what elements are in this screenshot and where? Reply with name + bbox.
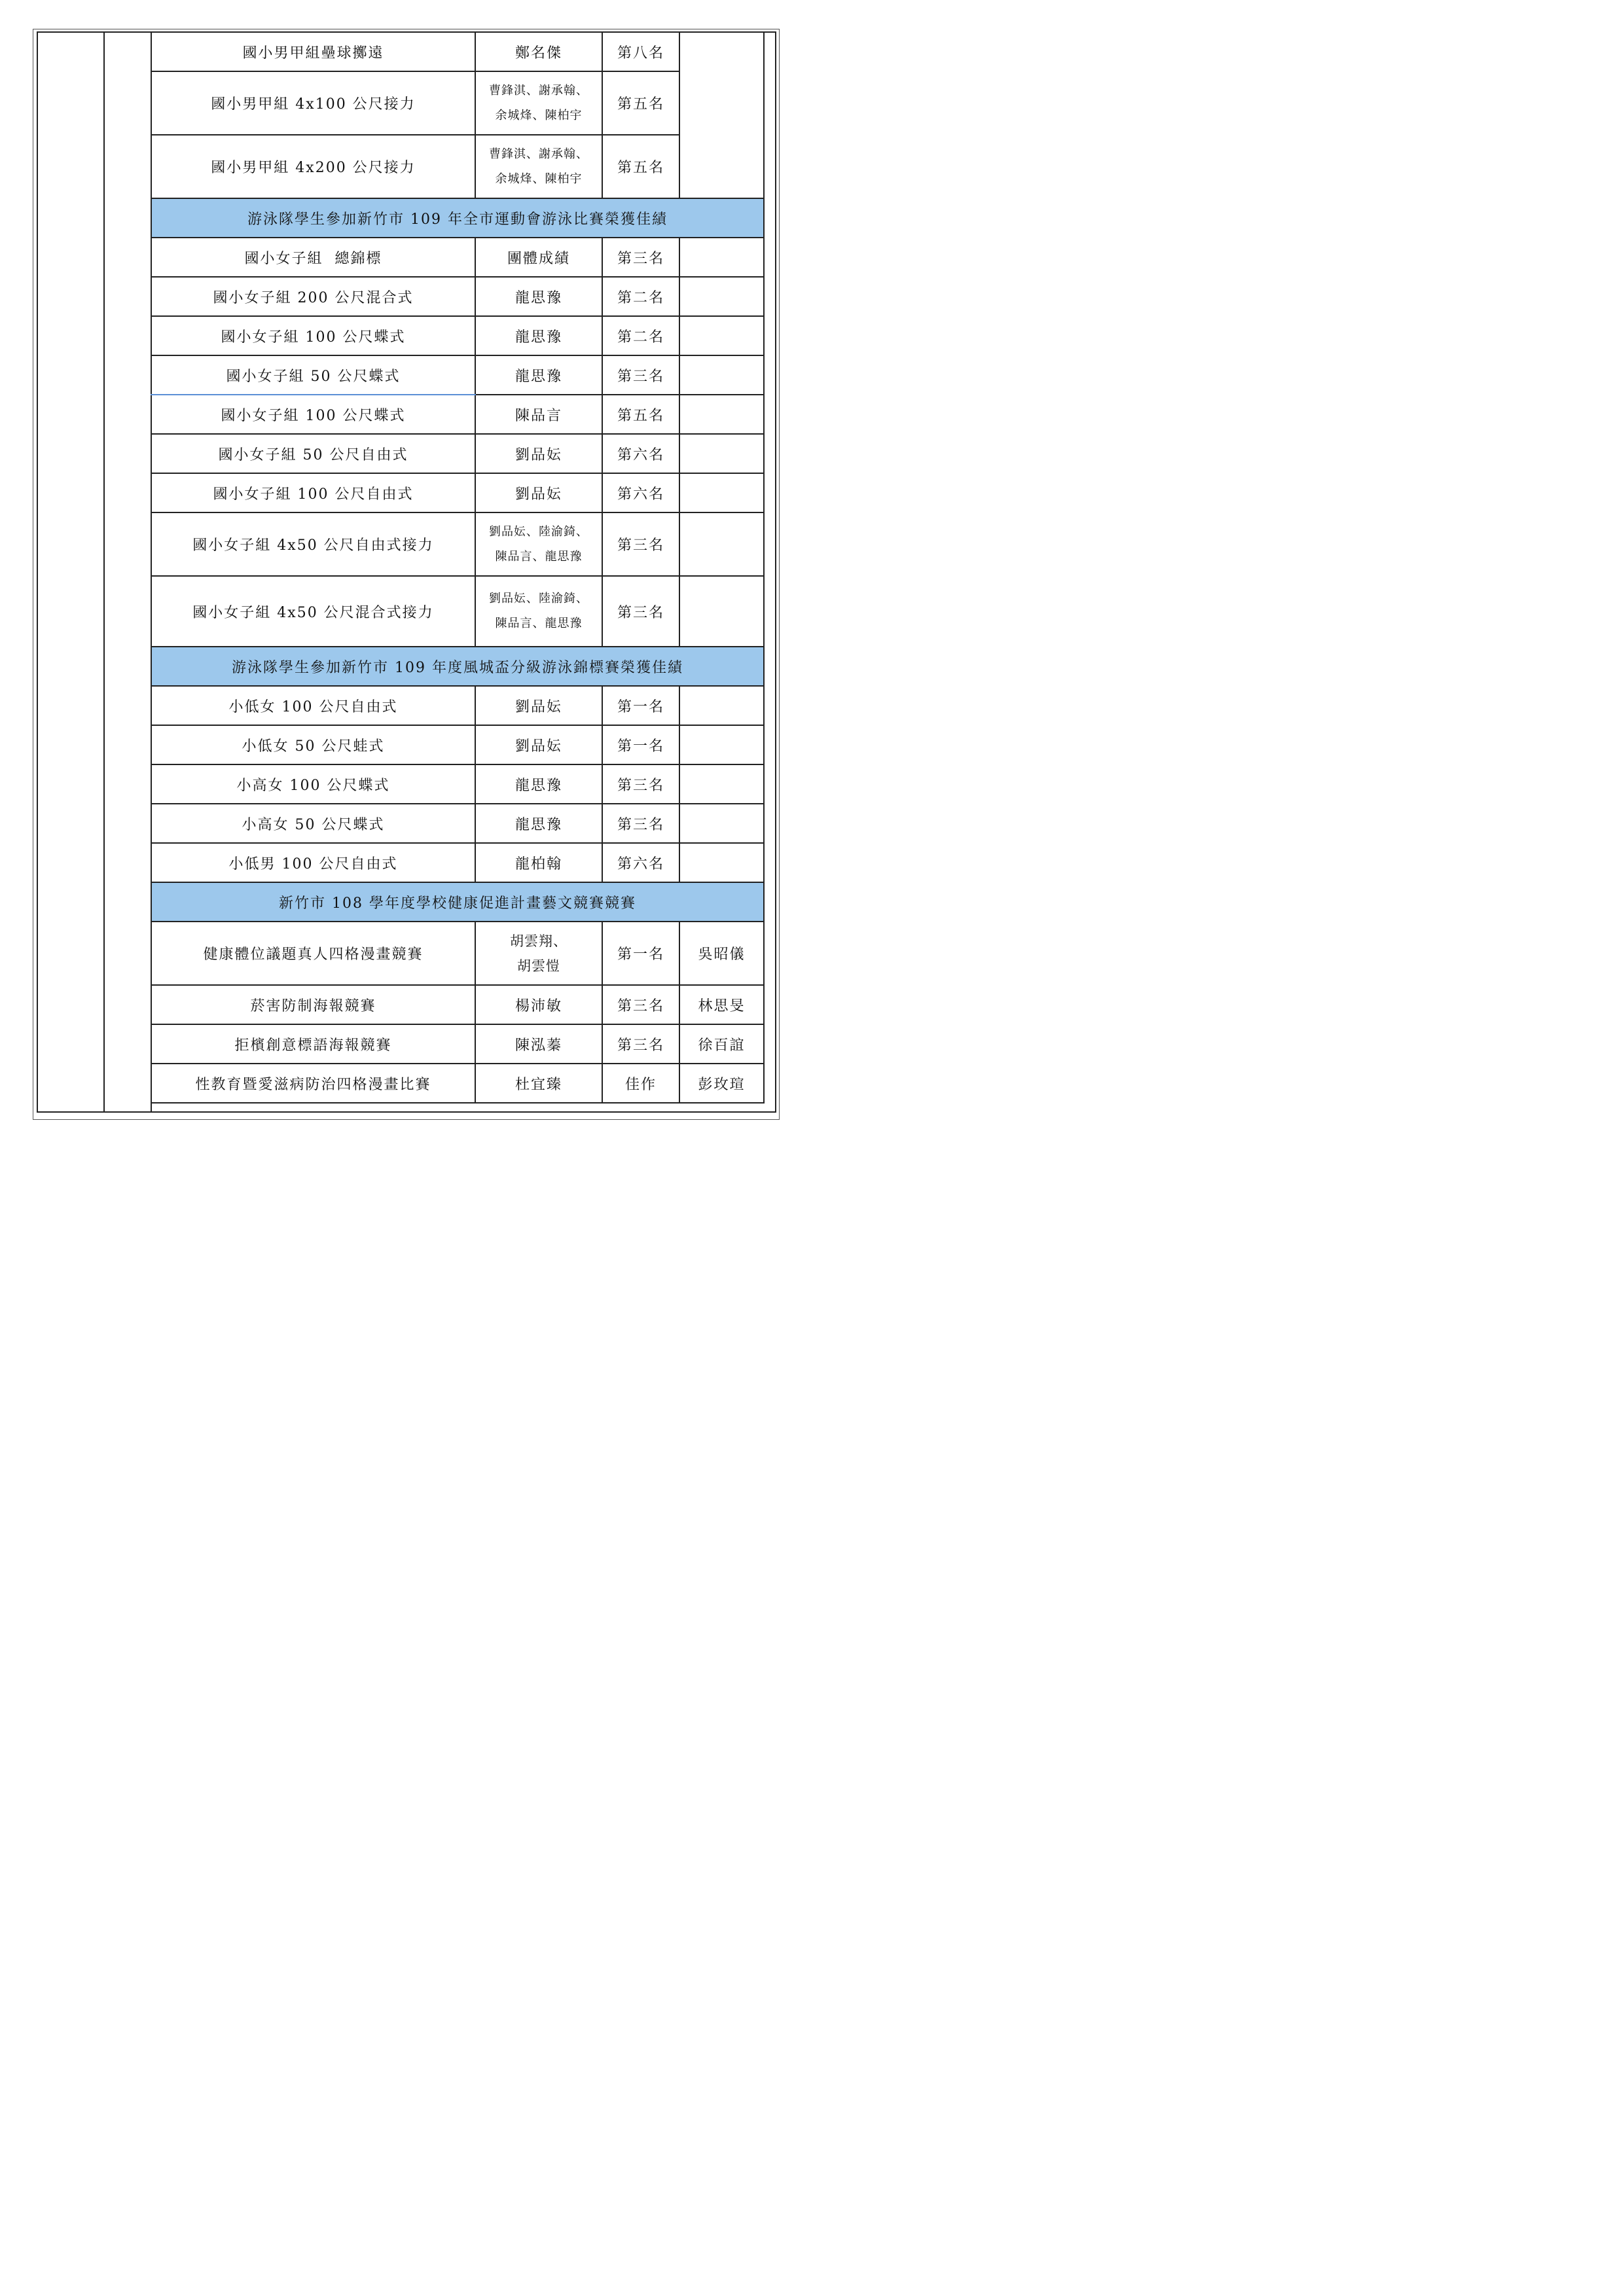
event-cell: 小低男 100 公尺自由式 <box>151 843 475 882</box>
table-row <box>151 277 764 316</box>
event-cell: 小高女 50 公尺蝶式 <box>151 804 475 843</box>
athlete-cell: 杜宜臻 <box>475 1064 602 1103</box>
coach-cell <box>679 32 764 71</box>
column-divider-1 <box>103 31 105 1113</box>
result-cell: 第六名 <box>602 843 679 882</box>
athlete-line: 胡雲翔、 <box>510 933 568 949</box>
coach-cell <box>679 434 764 473</box>
athlete-line: 曹鋒淇、謝承翰、 <box>489 83 588 98</box>
coach-cell <box>679 395 764 434</box>
athlete-line: 余城烽、陳柏宇 <box>495 171 583 186</box>
table-row <box>151 1064 764 1103</box>
athlete-line: 劉品妘、陸渝錡、 <box>489 524 588 539</box>
result-cell: 第二名 <box>602 316 679 355</box>
coach-cell <box>679 316 764 355</box>
athlete-line: 陳品言、龍思豫 <box>495 549 583 564</box>
result-cell: 第三名 <box>602 764 679 804</box>
athlete-cell: 龍思豫 <box>475 277 602 316</box>
event-cell: 國小男甲組 4x100 公尺接力 <box>151 71 475 135</box>
table-row <box>151 725 764 764</box>
table-row <box>151 576 764 647</box>
event-cell: 小低女 100 公尺自由式 <box>151 686 475 725</box>
event-cell: 國小女子組 200 公尺混合式 <box>151 277 475 316</box>
coach-cell <box>679 686 764 725</box>
athlete-cell: 龍思豫 <box>475 316 602 355</box>
coach-cell <box>679 135 764 198</box>
table-row <box>151 238 764 277</box>
result-cell: 第三名 <box>602 985 679 1024</box>
event-cell: 國小女子組 4x50 公尺混合式接力 <box>151 576 475 647</box>
table-row <box>151 355 764 395</box>
event-cell: 健康體位議題真人四格漫畫競賽 <box>151 922 475 985</box>
event-cell: 國小女子組 100 公尺自由式 <box>151 473 475 512</box>
table-row <box>151 922 764 985</box>
athlete-line: 陳品言、龍思豫 <box>495 617 583 630</box>
coach-cell <box>679 355 764 395</box>
result-cell: 第三名 <box>602 576 679 647</box>
result-cell: 第三名 <box>602 804 679 843</box>
athlete-cell: 劉品妘 <box>475 473 602 512</box>
athlete-cell: 陳泓蓁 <box>475 1024 602 1064</box>
section-header-row <box>151 198 764 238</box>
athlete-cell: 陳品言 <box>475 395 602 434</box>
coach-cell <box>679 843 764 882</box>
coach-cell <box>679 238 764 277</box>
coach-cell <box>679 473 764 512</box>
athlete-line: 余城烽、陳柏宇 <box>495 108 583 122</box>
athlete-cell: 劉品妘 <box>475 434 602 473</box>
result-cell: 第三名 <box>602 238 679 277</box>
event-cell: 小低女 50 公尺蛙式 <box>151 725 475 764</box>
table-row <box>151 804 764 843</box>
coach-cell: 吳昭儀 <box>679 922 764 985</box>
athlete-cell: 團體成績 <box>475 238 602 277</box>
table-row <box>151 843 764 882</box>
event-cell: 國小男甲組壘球擲遠 <box>151 32 475 71</box>
event-cell: 國小女子組 4x50 公尺自由式接力 <box>151 512 475 576</box>
result-cell: 第三名 <box>602 355 679 395</box>
event-cell: 國小女子組 50 公尺自由式 <box>151 434 475 473</box>
result-cell: 第六名 <box>602 473 679 512</box>
athlete-cell: 龍思豫 <box>475 355 602 395</box>
result-cell: 第五名 <box>602 395 679 434</box>
table-row <box>151 316 764 355</box>
coach-cell <box>679 71 764 135</box>
table-row <box>151 135 764 198</box>
table-row <box>151 473 764 512</box>
athlete-cell <box>475 135 602 198</box>
result-cell: 第三名 <box>602 512 679 576</box>
result-cell: 第五名 <box>602 135 679 198</box>
coach-cell <box>679 725 764 764</box>
result-cell: 第八名 <box>602 32 679 71</box>
athlete-cell <box>475 71 602 135</box>
section-header: 游泳隊學生參加新竹市 109 年全市運動會游泳比賽榮獲佳績 <box>151 198 764 238</box>
section-header-row <box>151 882 764 922</box>
event-cell: 性教育暨愛滋病防治四格漫畫比賽 <box>151 1064 475 1103</box>
table-row <box>151 395 764 434</box>
result-cell: 佳作 <box>602 1064 679 1103</box>
coach-cell: 徐百誼 <box>679 1024 764 1064</box>
table-row <box>151 686 764 725</box>
table-row <box>151 71 764 135</box>
athlete-cell <box>475 576 602 647</box>
coach-cell <box>679 512 764 576</box>
event-cell: 國小女子組 總錦標 <box>151 238 475 277</box>
athlete-line: 劉品妘、陸渝錡、 <box>489 592 588 605</box>
athlete-cell: 楊沛敏 <box>475 985 602 1024</box>
section-header: 游泳隊學生參加新竹市 109 年度風城盃分級游泳錦標賽榮獲佳績 <box>151 647 764 686</box>
event-cell: 國小男甲組 4x200 公尺接力 <box>151 135 475 198</box>
result-cell: 第二名 <box>602 277 679 316</box>
athlete-cell <box>475 512 602 576</box>
event-cell: 拒檳創意標語海報競賽 <box>151 1024 475 1064</box>
event-cell: 菸害防制海報競賽 <box>151 985 475 1024</box>
event-cell: 小高女 100 公尺蝶式 <box>151 764 475 804</box>
table-row <box>151 32 764 71</box>
coach-cell: 彭玫瑄 <box>679 1064 764 1103</box>
athlete-cell: 鄭名傑 <box>475 32 602 71</box>
coach-cell <box>679 764 764 804</box>
event-cell: 國小女子組 50 公尺蝶式 <box>151 355 475 395</box>
athlete-cell: 劉品妘 <box>475 725 602 764</box>
athlete-cell: 劉品妘 <box>475 686 602 725</box>
athlete-cell: 龍思豫 <box>475 804 602 843</box>
athlete-cell: 龍思豫 <box>475 764 602 804</box>
result-cell: 第五名 <box>602 71 679 135</box>
table-row <box>151 1024 764 1064</box>
table-row <box>151 434 764 473</box>
awards-table <box>151 31 765 1103</box>
result-cell: 第三名 <box>602 1024 679 1064</box>
coach-cell <box>679 277 764 316</box>
event-cell: 國小女子組 100 公尺蝶式 <box>151 395 475 434</box>
result-cell: 第一名 <box>602 922 679 985</box>
result-cell: 第一名 <box>602 686 679 725</box>
table-row <box>151 764 764 804</box>
coach-cell: 林思旻 <box>679 985 764 1024</box>
table-row <box>151 985 764 1024</box>
athlete-cell: 龍柏翰 <box>475 843 602 882</box>
result-cell: 第六名 <box>602 434 679 473</box>
coach-cell <box>679 804 764 843</box>
event-cell: 國小女子組 100 公尺蝶式 <box>151 316 475 355</box>
athlete-cell <box>475 922 602 985</box>
section-header-row <box>151 647 764 686</box>
athlete-line: 曹鋒淇、謝承翰、 <box>489 147 588 161</box>
result-cell: 第一名 <box>602 725 679 764</box>
section-header: 新竹市 108 學年度學校健康促進計畫藝文競賽競賽 <box>151 882 764 922</box>
table-row <box>151 512 764 576</box>
athlete-line: 胡雲愷 <box>517 958 560 974</box>
coach-cell <box>679 576 764 647</box>
